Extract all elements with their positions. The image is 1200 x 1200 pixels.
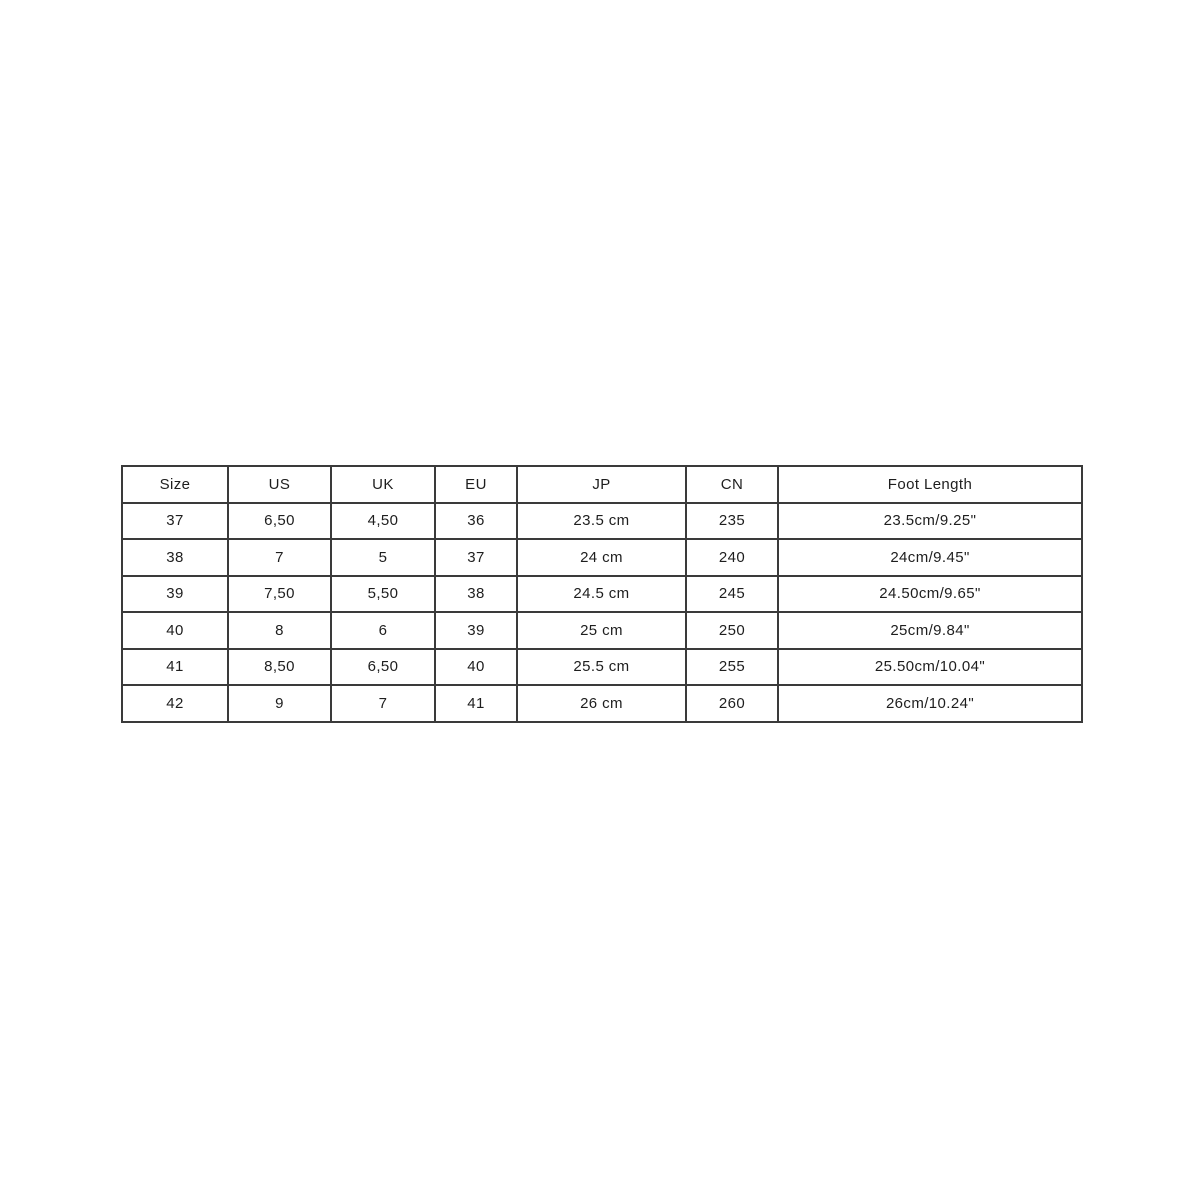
cell-foot-length: 24.50cm/9.65" — [778, 576, 1082, 613]
cell-cn: 245 — [686, 576, 778, 613]
header-cn: CN — [686, 466, 778, 503]
cell-foot-length: 25.50cm/10.04" — [778, 649, 1082, 686]
cell-foot-length: 25cm/9.84" — [778, 612, 1082, 649]
cell-eu: 38 — [435, 576, 517, 613]
cell-us: 7 — [228, 539, 331, 576]
cell-foot-length: 24cm/9.45" — [778, 539, 1082, 576]
cell-foot-length: 26cm/10.24" — [778, 685, 1082, 722]
cell-jp: 23.5 cm — [517, 503, 686, 540]
table-row — [122, 649, 1082, 686]
cell-uk: 6,50 — [331, 649, 435, 686]
cell-eu: 37 — [435, 539, 517, 576]
cell-jp: 25 cm — [517, 612, 686, 649]
cell-uk: 4,50 — [331, 503, 435, 540]
cell-us: 8,50 — [228, 649, 331, 686]
table-row — [122, 503, 1082, 540]
cell-cn: 260 — [686, 685, 778, 722]
cell-size: 37 — [122, 503, 228, 540]
cell-size: 41 — [122, 649, 228, 686]
cell-size: 42 — [122, 685, 228, 722]
cell-jp: 24.5 cm — [517, 576, 686, 613]
cell-size: 38 — [122, 539, 228, 576]
cell-uk: 6 — [331, 612, 435, 649]
header-jp: JP — [517, 466, 686, 503]
cell-uk: 5,50 — [331, 576, 435, 613]
cell-eu: 41 — [435, 685, 517, 722]
header-size: Size — [122, 466, 228, 503]
cell-us: 9 — [228, 685, 331, 722]
cell-eu: 40 — [435, 649, 517, 686]
cell-eu: 39 — [435, 612, 517, 649]
table-header-row — [122, 466, 1082, 503]
table-row — [122, 576, 1082, 613]
cell-foot-length: 23.5cm/9.25" — [778, 503, 1082, 540]
header-us: US — [228, 466, 331, 503]
header-uk: UK — [331, 466, 435, 503]
header-foot-length: Foot Length — [778, 466, 1082, 503]
cell-us: 7,50 — [228, 576, 331, 613]
cell-us: 6,50 — [228, 503, 331, 540]
cell-jp: 26 cm — [517, 685, 686, 722]
cell-jp: 25.5 cm — [517, 649, 686, 686]
cell-jp: 24 cm — [517, 539, 686, 576]
cell-uk: 5 — [331, 539, 435, 576]
cell-eu: 36 — [435, 503, 517, 540]
cell-size: 39 — [122, 576, 228, 613]
table-row — [122, 612, 1082, 649]
cell-cn: 255 — [686, 649, 778, 686]
cell-us: 8 — [228, 612, 331, 649]
cell-cn: 240 — [686, 539, 778, 576]
cell-uk: 7 — [331, 685, 435, 722]
cell-cn: 250 — [686, 612, 778, 649]
cell-size: 40 — [122, 612, 228, 649]
size-chart-table — [121, 465, 1083, 723]
cell-cn: 235 — [686, 503, 778, 540]
table-row — [122, 685, 1082, 722]
header-eu: EU — [435, 466, 517, 503]
table-row — [122, 539, 1082, 576]
